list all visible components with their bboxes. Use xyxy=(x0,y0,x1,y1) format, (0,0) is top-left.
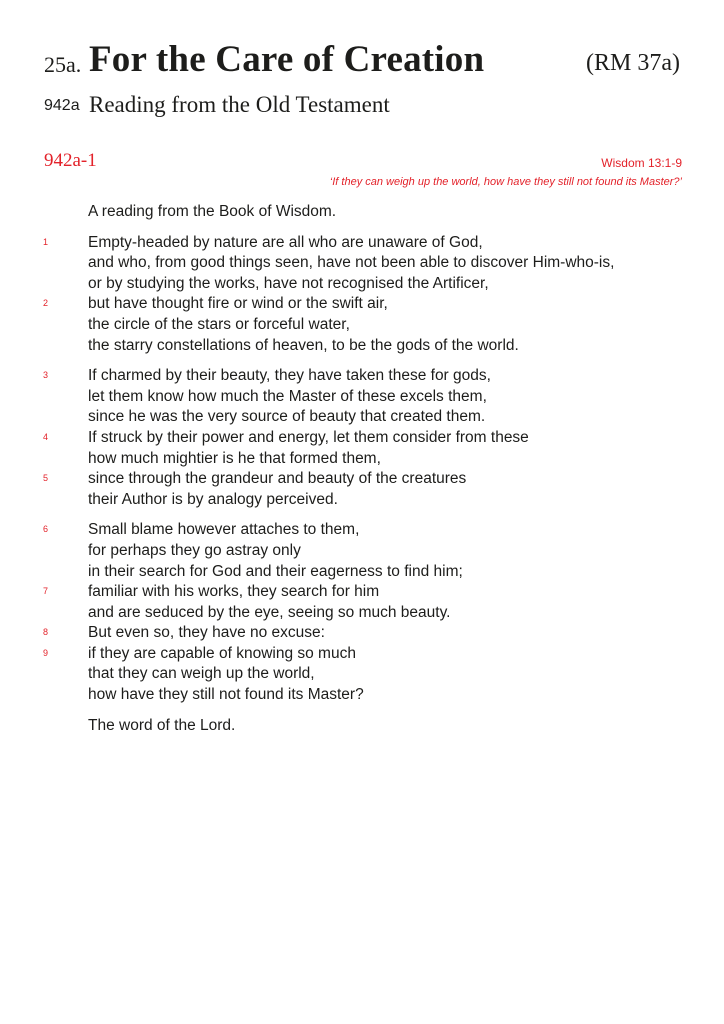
verse-text: Small blame however attaches to them, xyxy=(88,521,360,539)
stanza-gap xyxy=(0,510,724,520)
verse-line xyxy=(0,685,724,706)
verse-number: 5 xyxy=(43,473,49,484)
reading-intro xyxy=(0,202,724,223)
section-number: 942a xyxy=(44,97,80,114)
verse-line xyxy=(0,336,724,357)
verse-text: how much mightier is he that formed them, xyxy=(88,449,381,467)
verse-text: let them know how much the Master of these excels them, xyxy=(88,387,487,405)
verse-text: for perhaps they go astray only xyxy=(88,541,301,559)
reading-conclusion-text: The word of the Lord. xyxy=(88,716,236,734)
verse-number: 8 xyxy=(43,627,49,638)
reading-stanzas xyxy=(0,233,724,716)
verse-text: familiar with his works, they search for him xyxy=(88,583,380,601)
verse-line xyxy=(0,315,724,336)
celebration-number: 25a. xyxy=(44,52,82,77)
verse-text: and are seduced by the eye, seeing so much beauty. xyxy=(88,603,451,621)
verse-number: 1 xyxy=(43,236,49,247)
verse-line xyxy=(0,407,724,428)
stanza-gap xyxy=(0,356,724,366)
verse-number: 7 xyxy=(43,586,49,597)
verse-line xyxy=(0,274,724,295)
verse-text: how have they still not found its Master? xyxy=(88,686,364,704)
verse-line xyxy=(0,253,724,274)
verse-line xyxy=(0,664,724,685)
verse-line xyxy=(0,469,724,490)
verse-number: 3 xyxy=(43,370,49,381)
celebration-title: For the Care of Creation xyxy=(89,39,485,80)
verse-line xyxy=(0,623,724,644)
verse-text: Empty-headed by nature are all who are unaware of God, xyxy=(88,233,483,251)
verse-line xyxy=(0,541,724,562)
verse-line xyxy=(0,644,724,665)
section-heading xyxy=(44,92,680,120)
verse-line xyxy=(0,387,724,408)
verse-text: If charmed by their beauty, they have taken these for gods, xyxy=(88,367,491,385)
verse-line xyxy=(0,490,724,511)
verse-text: the circle of the stars or forceful water, xyxy=(88,315,350,333)
stanza-gap xyxy=(0,223,724,233)
scripture-citation: Wisdom 13:1-9 xyxy=(601,156,682,170)
verse-text: that they can weigh up the world, xyxy=(88,665,315,683)
verse-text: since he was the very source of beauty that created them. xyxy=(88,408,486,426)
verse-number: 2 xyxy=(43,298,49,309)
verse-text: in their search for God and their eagerness to find him; xyxy=(88,562,463,580)
verse-text: the starry constellations of heaven, to be the gods of the world. xyxy=(88,336,519,354)
verse-number: 4 xyxy=(43,431,49,442)
verse-text: or by studying the works, have not recognised the Artificer, xyxy=(88,274,489,292)
verse-text: their Author is by analogy perceived. xyxy=(88,490,338,508)
verse-line xyxy=(0,428,724,449)
stanza-gap xyxy=(0,706,724,716)
verse-line xyxy=(0,294,724,315)
reading-intro-text: A reading from the Book of Wisdom. xyxy=(88,203,337,220)
verse-text: If struck by their power and energy, let them consider from these xyxy=(88,428,529,446)
reading-antiphon: ‘If they can weigh up the world, how have they still not found its Master?’ xyxy=(329,176,682,188)
verse-line xyxy=(0,582,724,603)
verse-text: But even so, they have no excuse: xyxy=(88,624,325,642)
verse-text: and who, from good things seen, have not been able to discover Him-who-is, xyxy=(88,254,615,272)
missal-reference: (RM 37a) xyxy=(586,50,680,76)
section-title: Reading from the Old Testament xyxy=(89,92,390,117)
verse-line xyxy=(0,366,724,387)
verse-text: since through the grandeur and beauty of the creatures xyxy=(88,470,467,488)
verse-line xyxy=(0,603,724,624)
verse-text: if they are capable of knowing so much xyxy=(88,644,356,662)
verse-line xyxy=(0,562,724,583)
verse-number: 9 xyxy=(43,647,49,658)
verse-line xyxy=(0,449,724,470)
verse-line xyxy=(0,520,724,541)
reading-conclusion xyxy=(0,716,724,737)
reading-code: 942a-1 xyxy=(44,150,97,171)
reading-body xyxy=(0,202,724,736)
verse-line xyxy=(0,233,724,254)
verse-number: 6 xyxy=(43,524,49,535)
verse-text: but have thought fire or wind or the swift air, xyxy=(88,295,388,313)
title-row xyxy=(44,38,680,82)
